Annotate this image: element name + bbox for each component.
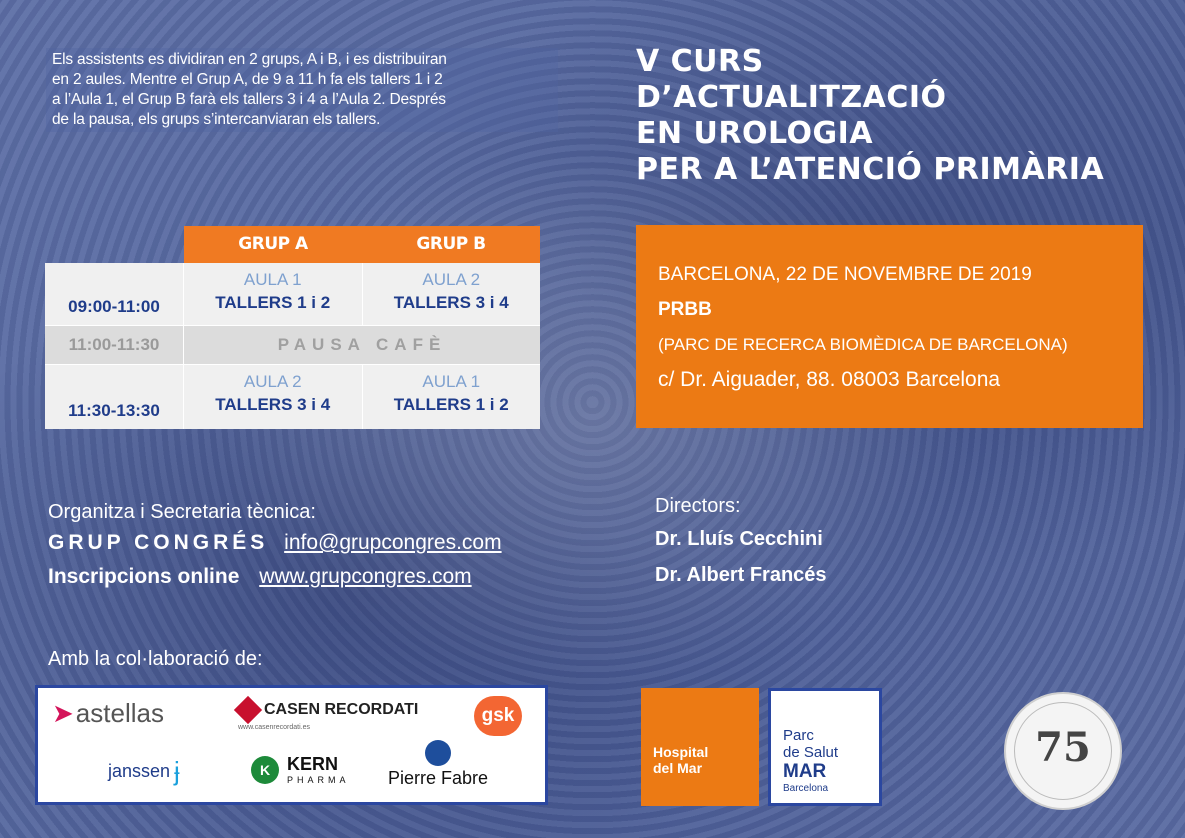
intro-line: en 2 aules. Mentre el Grup A, de 9 a 11 h fa els tallers 1 i 2 [52,71,443,88]
parc-mar: MAR [783,761,827,782]
inscriptions-line [48,560,502,594]
kern-sub: PHARMA [287,775,350,785]
intro-line: de la pausa, els grups s’intercanviaran els tallers. [52,111,381,128]
organizer-company: GRUP CONGRÉS [48,531,269,554]
janssen-name: janssen [108,761,171,781]
pausa-cafe-label: PAUSA CAFÈ [183,326,540,364]
table-row [45,263,540,326]
parc-salut-mar-logo [768,688,882,806]
tallers-label: TALLERS 1 i 2 [393,395,509,414]
casen-recordati-logo [238,700,419,731]
casen-mark-icon [234,696,262,724]
director-name: Dr. Albert Francés [655,564,827,586]
venue-address: c/ Dr. Aiguader, 88. 08003 Barcelona [658,368,1001,391]
intro-line: Els assistents es dividiran en 2 grups, A i B, i es distribuiran [52,51,447,68]
societat-catalana-urologia-seal [1004,692,1122,810]
title-line: PER A L’ATENCIÓ PRIMÀRIA [636,152,1105,187]
kern-name: KERN [287,754,339,774]
venue-box [636,225,1143,428]
parc-line: de Salut [783,744,839,761]
aula-label: AULA 1 [422,372,481,391]
casen-url: www.casenrecordati.es [238,724,310,731]
inscriptions-label: Inscripcions online [48,565,240,588]
aula-label: AULA 2 [422,270,481,289]
event-date: BARCELONA, 22 DE NOVEMBRE DE 2019 [658,264,1032,285]
astellas-star-icon: ➤ [52,698,74,728]
intro-line: a l’Aula 1, el Grup B farà els tallers 3 i 4 a l’Aula 2. Després [52,91,446,108]
gsk-name: gsk [481,705,515,726]
parc-city: Barcelona [783,783,829,794]
header-grup-b: GRUP B [416,234,486,254]
course-title [636,44,1104,188]
seal-number: 75 [1035,724,1091,771]
group-a-cell [183,365,362,429]
venue-name: PRBB [658,299,712,320]
kern-k-icon: K [251,756,279,784]
title-line: V CURS [636,44,764,79]
sponsors-box [35,685,548,805]
schedule-body [45,263,540,429]
time-cell: 11:00-11:30 [68,335,160,354]
table-row [45,365,540,429]
hospital-del-mar-logo [641,688,759,806]
organizer-line [48,526,502,560]
tallers-label: TALLERS 3 i 4 [215,395,331,414]
astellas-name: astellas [75,698,164,728]
group-b-cell [362,365,541,429]
janssen-swoosh-icon: ɉ [174,756,180,786]
aula-label: AULA 2 [243,372,302,391]
astellas-logo [52,698,164,729]
pierre-fabre-logo [388,740,488,789]
parc-line: Parc [783,727,814,744]
schedule-header [184,226,540,263]
hospital-line: del Mar [653,760,703,776]
aula-label: AULA 1 [243,270,302,289]
pierre-fabre-name: Pierre Fabre [388,768,489,788]
directors-label: Directors: [655,495,741,517]
time-cell: 11:30-13:30 [68,401,160,420]
email-link[interactable]: info@grupcongres.com [284,531,502,554]
director-name: Dr. Lluís Cecchini [655,528,823,550]
table-row [45,326,540,365]
tallers-label: TALLERS 3 i 4 [393,293,509,312]
organizer-label: Organitza i Secretaria tècnica: [48,501,316,523]
organizer-section [48,498,502,594]
tallers-label: TALLERS 1 i 2 [215,293,331,312]
directors-section [655,491,827,593]
collaboration-label: Amb la col·laboració de: [48,648,263,670]
time-cell: 09:00-11:00 [68,297,160,316]
janssen-logo [108,756,180,787]
intro-text [46,48,558,132]
casen-name: CASEN RECORDATI [264,701,419,718]
gsk-logo [474,696,522,736]
venue-full-name: (PARC DE RECERCA BIOMÈDICA DE BARCELONA) [658,335,1068,354]
kern-pharma-logo [251,754,350,785]
title-line: EN UROLOGIA [636,116,874,151]
title-line: D’ACTUALITZACIÓ [636,80,947,115]
group-a-cell [183,263,362,325]
kern-text [287,754,350,785]
pierre-fabre-circle-icon [425,740,451,766]
header-grup-a: GRUP A [238,234,308,254]
website-link[interactable]: www.grupcongres.com [259,565,472,588]
group-b-cell [362,263,541,325]
hospital-line: Hospital [653,744,709,760]
